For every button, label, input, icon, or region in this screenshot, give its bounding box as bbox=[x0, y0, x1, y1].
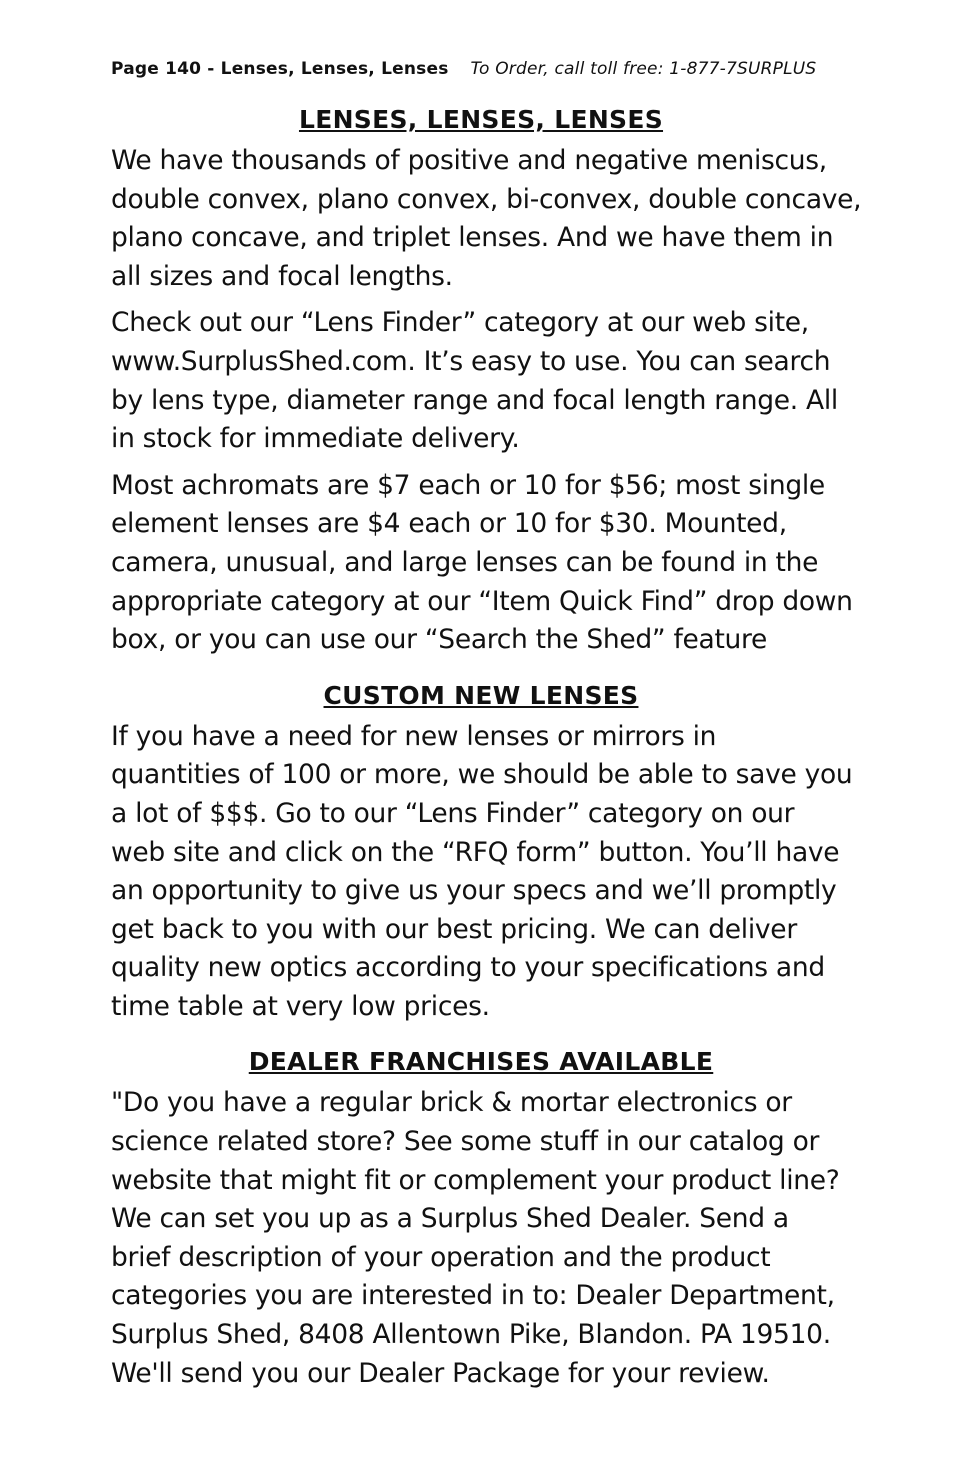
catalog-page bbox=[111, 52, 862, 1401]
paragraph-custom-lenses bbox=[111, 718, 851, 1027]
text-line: web site and click on the “RFQ form” button. You’ll have bbox=[111, 836, 840, 868]
text-line: appropriate category at our “Item Quick Find” drop down bbox=[111, 585, 853, 617]
text-line: plano concave, and triplet lenses. And we have them in bbox=[111, 222, 834, 254]
text-line: Surplus Shed, 8408 Allentown Pike, Blandon. PA 19510. bbox=[111, 1319, 831, 1351]
text-line: quantities of 100 or more, we should be able to save you bbox=[111, 759, 853, 791]
order-phone-line: To Order, call toll free: 1-877-7SURPLUS bbox=[470, 59, 817, 79]
text-line: quality new optics according to your specifications and bbox=[111, 952, 825, 984]
section-title-dealer-franchises: DEALER FRANCHISES AVAILABLE bbox=[248, 1047, 714, 1077]
text-line: camera, unusual, and large lenses can be found in the bbox=[111, 546, 819, 578]
text-line: element lenses are $4 each or 10 for $30. Mounted, bbox=[111, 508, 787, 540]
text-line: box, or you can use our “Search the Shed” feature bbox=[111, 624, 768, 656]
text-line: Check out our “Lens Finder” category at our web site, bbox=[111, 307, 809, 339]
text-line: an opportunity to give us your specs and we’ll promptly bbox=[111, 875, 837, 907]
text-line: in stock for immediate delivery. bbox=[111, 423, 520, 455]
text-line: "Do you have a regular brick & mortar electronics or bbox=[111, 1087, 792, 1119]
text-line: double convex, plano convex, bi-convex, double concave, bbox=[111, 183, 862, 215]
text-line: by lens type, diameter range and focal length range. All bbox=[111, 384, 838, 416]
paragraph-lens-pricing bbox=[111, 467, 851, 660]
paragraph-lens-types bbox=[111, 142, 862, 296]
text-line: Most achromats are $7 each or 10 for $56; most single bbox=[111, 469, 825, 501]
text-line: brief description of your operation and the product bbox=[111, 1241, 771, 1273]
paragraph-dealer-franchises bbox=[111, 1084, 851, 1393]
text-line: We can set you up as a Surplus Shed Dealer. Send a bbox=[111, 1203, 789, 1235]
text-line: get back to you with our best pricing. We can deliver bbox=[111, 913, 797, 945]
text-line: science related store? See some stuff in our catalog or bbox=[111, 1126, 820, 1158]
text-line: time table at very low prices. bbox=[111, 990, 490, 1022]
text-line: If you have a need for new lenses or mirrors in bbox=[111, 720, 717, 752]
section-title-lenses: LENSES, LENSES, LENSES bbox=[298, 105, 664, 134]
text-line: a lot of $$$. Go to our “Lens Finder” category on our bbox=[111, 797, 795, 829]
text-line: all sizes and focal lengths. bbox=[111, 260, 453, 292]
text-line: website that might fit or complement your product line? bbox=[111, 1164, 840, 1196]
text-line: We have thousands of positive and negative meniscus, bbox=[111, 145, 827, 176]
page-label: Page 140 - Lenses, Lenses, Lenses bbox=[111, 59, 449, 79]
text-line: We'll send you our Dealer Package for your review. bbox=[111, 1357, 770, 1389]
section-title-custom-lenses: CUSTOM NEW LENSES bbox=[323, 680, 639, 710]
text-line: www.SurplusShed.com. It’s easy to use. You can search bbox=[111, 345, 831, 377]
running-header bbox=[111, 52, 851, 86]
paragraph-lens-finder bbox=[111, 304, 851, 458]
text-line: categories you are interested in to: Dealer Department, bbox=[111, 1280, 835, 1312]
